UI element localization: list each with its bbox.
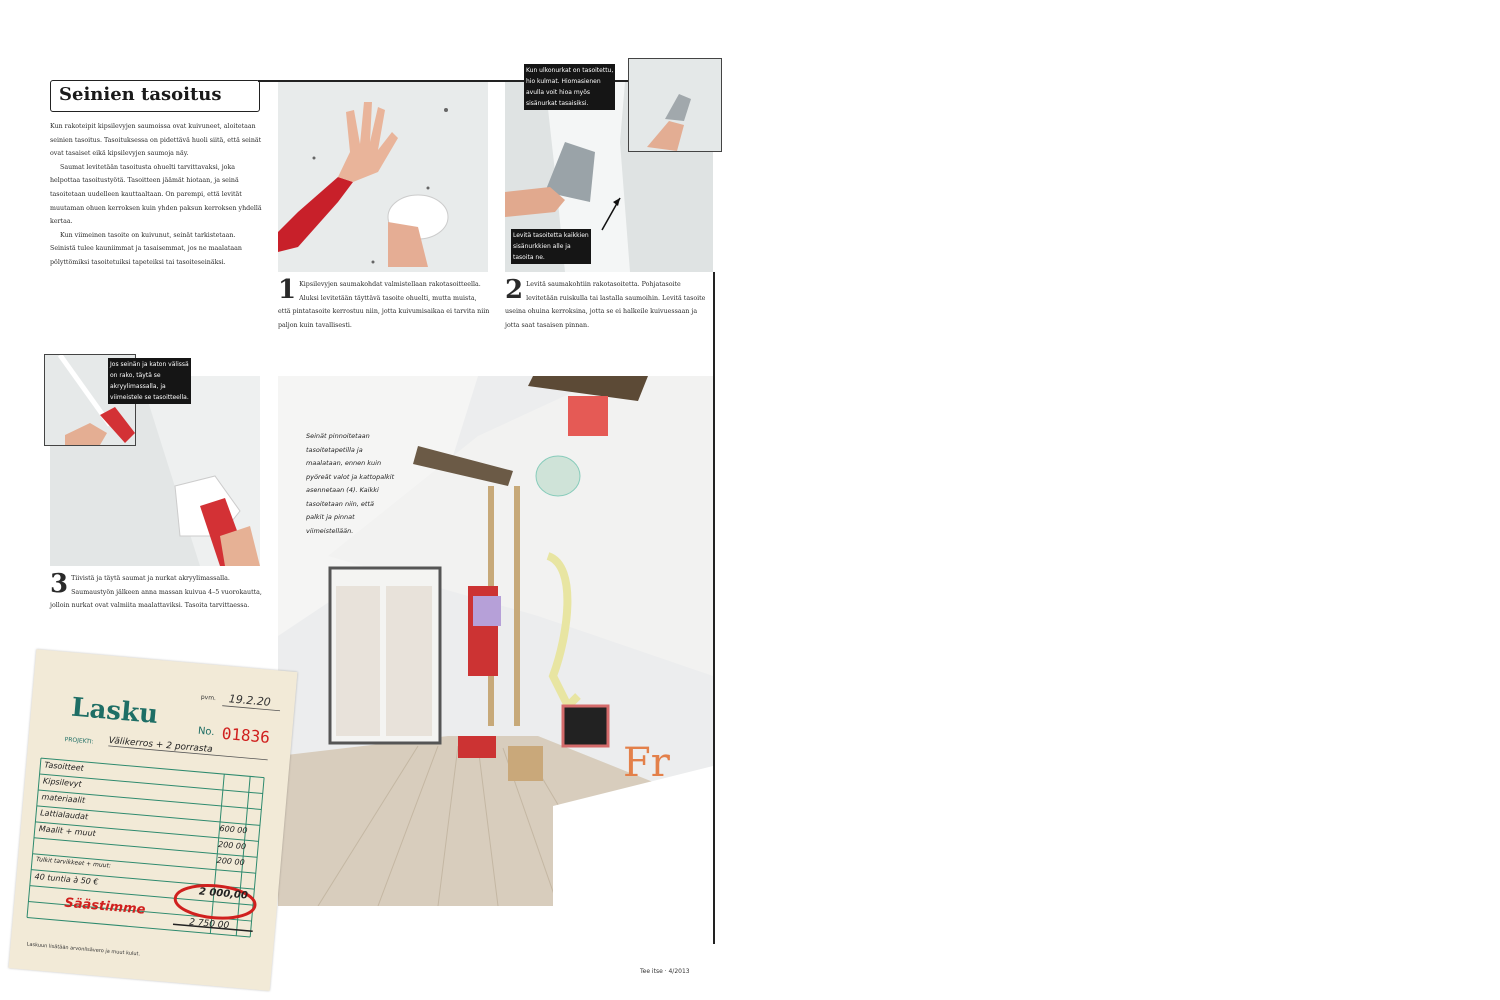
caption-left-inset bbox=[108, 358, 191, 404]
step-number: 3 bbox=[50, 569, 69, 599]
invoice-row-label: Kipsilevyt bbox=[42, 776, 82, 789]
intro-paragraph: Saumat levitetään tasoitusta ohuelti tarvittavaksi, joka helpottaa tasoitustyötä. Tasoitteen jäämät hiotaan, ja seinä tasoitetaan uudelleen kauttaaltaan. On parempi, että levität muutaman ohuen kerroksen kuin yhden paksun kerroksen yhdellä kertaa. bbox=[50, 163, 262, 226]
invoice-row-label: Maalit + muut bbox=[38, 824, 97, 839]
invoice-date-label: pvm. bbox=[200, 693, 217, 703]
invoice-row-amount: 600 00 bbox=[219, 823, 248, 836]
caption-room-photo bbox=[306, 430, 394, 538]
invoice-row-amount: 2 000,00 bbox=[198, 886, 249, 902]
invoice-row-label: Lattialaudat bbox=[39, 808, 89, 822]
invoice-rows bbox=[34, 760, 264, 907]
invoice-project-label: PROJEKTI: bbox=[64, 736, 94, 746]
step-3 bbox=[50, 569, 262, 613]
caption-line: Jos seinän ja katon välissä bbox=[110, 361, 189, 368]
invoice-row-label: 40 tuntia à 50 € bbox=[34, 872, 99, 887]
caption-line: maalataan, ennen kuin bbox=[306, 459, 382, 467]
invoice-note: Laskuun lisätään arvonlisävero ja muut kulut. bbox=[26, 941, 141, 958]
step-text: Levitä saumakohtiin rakotasoitetta. Pohjatasoite levitetään ruiskulla tai lastalla saumoihin. Levitä tasoite useina ohuina kerroksina, jotta se ei halkeile kuivuessaan ja jotta saat tasaisen pinnan. bbox=[505, 281, 706, 329]
caption-line: viimeistellään. bbox=[306, 526, 354, 535]
inset-illustration bbox=[629, 59, 721, 151]
caption-line: Kun ulkonurkat on tasoitettu, bbox=[526, 67, 614, 74]
invoice-project-value: Välikerros + 2 porrasta bbox=[108, 735, 213, 755]
invoice-row-label: Tulkit tarvikkeet + muut: bbox=[35, 856, 112, 870]
invoice-row-label: Tasoitteet bbox=[43, 760, 85, 773]
invoice-heading: Lasku bbox=[70, 692, 160, 731]
photo-step-1-illustration bbox=[278, 82, 488, 272]
caption-line: akryylimassalla, ja bbox=[110, 383, 166, 390]
caption-line: asennetaan (4). Kaikki bbox=[306, 486, 379, 494]
photo-step-2-inset bbox=[628, 58, 722, 152]
invoice-number: 01836 bbox=[220, 723, 271, 747]
svg-text:Fr: Fr bbox=[623, 740, 670, 786]
step-1 bbox=[278, 275, 490, 332]
photo-step-1 bbox=[278, 82, 488, 272]
caption-line: Levitä tasoitetta kaikkien bbox=[513, 232, 589, 239]
invoice-row-label: materiaalit bbox=[41, 792, 86, 806]
invoice-savings: Säästimme bbox=[63, 895, 146, 918]
caption-line: palkit ja pinnat bbox=[306, 513, 355, 521]
invoice-row-amount: 200 00 bbox=[217, 839, 247, 852]
intro-paragraph: Kun viimeinen tasoite on kuivunut, seinät tarkistetaan. Seinistä tulee kauniimmat ja tasaisemmat, jos ne maalataan pölyttömiksi tasoitetuiksi tapeteiksi tai tasoiteseinäksi. bbox=[50, 231, 242, 266]
page-title: Seinien tasoitus bbox=[59, 84, 222, 105]
invoice-row-amount: 200 00 bbox=[216, 855, 246, 868]
step-text: Tiivistä ja täytä saumat ja nurkat akryylimassalla. Saumaustyön jälkeen anna massan kuivua 4–5 vuorokautta, jolloin nurkat ovat valmiita maalattaviksi. Tasoita tarvittaessa. bbox=[50, 575, 262, 610]
step-number: 1 bbox=[278, 275, 297, 305]
intro-text bbox=[50, 120, 262, 270]
invoice-date-value: 19.2.20 bbox=[228, 692, 272, 709]
caption-line: sisänurkat tasaisiksi. bbox=[526, 100, 589, 107]
column-rule bbox=[713, 272, 715, 944]
page-footer: Tee itse · 4/2013 bbox=[640, 968, 690, 975]
caption-line: tasoitetapetilla ja bbox=[306, 445, 363, 454]
invoice-total: 2 750 00 bbox=[188, 917, 230, 932]
caption-line: pyöreät valot ja kattopalkit bbox=[306, 472, 395, 481]
caption-line: Seinät pinnoitetaan bbox=[306, 432, 370, 440]
caption-line: on rako, täytä se bbox=[110, 372, 161, 379]
page-title-box bbox=[50, 80, 260, 112]
caption-line: hio kulmat. Hiomasienen bbox=[526, 78, 601, 85]
caption-arrow-note bbox=[511, 229, 591, 264]
step-2 bbox=[505, 275, 713, 332]
step-number: 2 bbox=[505, 275, 524, 305]
caption-line: tasoitetaan niin, että bbox=[306, 499, 375, 508]
caption-top-right-inset bbox=[524, 64, 615, 110]
caption-line: sisänurkkien alle ja bbox=[513, 243, 571, 250]
intro-paragraph: Kun rakoteipit kipsilevyjen saumoissa ovat kuivuneet, aloitetaan seinien tasoitus. Tasoituksessa on pidettävä huoli siitä, että seinät ovat tasaiset eikä kipsilevyjen saumoja näy. bbox=[50, 123, 262, 158]
step-text: Kipsilevyjen saumakohdat valmistellaan rakotasoitteella. Aluksi levitetään täyttävä tasoite ohuelti, mutta muista, että pintatasoite kerrostuu niin, jotta kuivumisaikaa ei tarvita niin paljon kuin tavallisesti. bbox=[278, 281, 490, 329]
caption-line: avulla voit hioa myös bbox=[526, 89, 591, 96]
invoice-card bbox=[9, 649, 298, 991]
caption-line: tasoita ne. bbox=[513, 254, 545, 261]
invoice-number-label: No. bbox=[197, 725, 215, 739]
caption-line: viimeistele se tasoitteella. bbox=[110, 394, 189, 401]
